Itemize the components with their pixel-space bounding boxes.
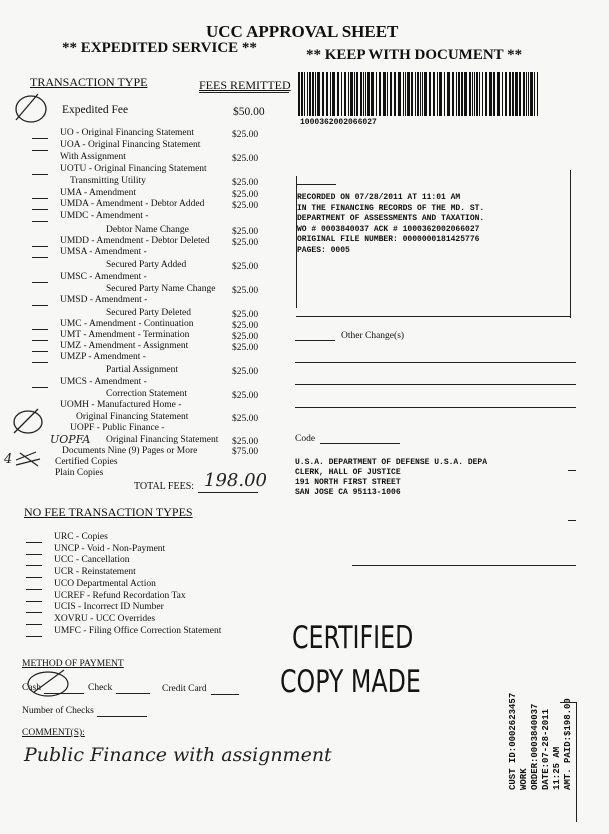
number-of-checks-line <box>97 716 147 717</box>
barcode-bar <box>341 72 342 116</box>
code-line <box>320 443 400 444</box>
barcode-bar <box>348 72 349 116</box>
barcode-bar <box>365 72 366 116</box>
barcode-bar <box>360 72 362 116</box>
no-fee-item: UCO Departmental Action <box>54 578 156 589</box>
cash-label: Cash <box>22 683 41 693</box>
barcode-bar <box>489 72 492 116</box>
barcode-bar <box>304 72 305 116</box>
barcode-bar <box>452 72 454 116</box>
barcode-bar <box>424 72 427 116</box>
transaction-checkbox-line[interactable] <box>32 198 48 199</box>
transaction-type-sublabel: Secured Party Deleted <box>106 308 191 318</box>
transaction-type-sublabel: Correction Statement <box>106 389 187 399</box>
transaction-checkbox-line[interactable] <box>32 387 48 388</box>
check-line <box>116 693 150 694</box>
address-edge-mark <box>568 470 576 471</box>
barcode-bar <box>485 72 487 116</box>
number-of-checks-label: Number of Checks <box>22 706 94 716</box>
barcode-bar <box>363 72 364 116</box>
receipt-stamp <box>508 689 574 790</box>
transaction-fee: $25.00 <box>232 238 259 248</box>
barcode-bar <box>379 72 381 116</box>
barcode-bar <box>309 72 311 116</box>
barcode-bar <box>502 72 503 116</box>
transaction-fee: $25.00 <box>232 262 259 272</box>
transaction-checkbox-line[interactable] <box>32 257 48 258</box>
transaction-type-label: Certified Copies <box>55 457 118 467</box>
barcode-bar <box>433 72 435 116</box>
barcode-bar <box>444 72 445 116</box>
barcode-bar <box>469 72 471 116</box>
barcode-bar <box>337 72 339 116</box>
transaction-fee: $25.00 <box>232 321 259 331</box>
certified-stamp-line1: CERTIFIED <box>292 620 414 656</box>
no-fee-item: UCIS - Incorrect ID Number <box>54 602 164 613</box>
barcode-bar <box>322 72 324 116</box>
barcode-bar <box>526 72 527 116</box>
transaction-type-label: UMDA - Amendment - Debtor Added <box>60 199 205 209</box>
barcode-bar <box>298 72 300 116</box>
total-fees-label: TOTAL FEES: <box>134 481 195 492</box>
barcode-bar <box>332 72 335 116</box>
barcode-bar <box>407 72 410 116</box>
barcode-bar <box>307 72 308 116</box>
recording-box-bottom <box>296 316 571 317</box>
barcode-bar <box>493 72 495 116</box>
transaction-type-label: Plain Copies <box>55 468 104 478</box>
receipt-line: AMT. PAID:$198.00 <box>563 698 573 790</box>
transaction-fee: $25.00 <box>232 367 259 377</box>
barcode-bar <box>301 72 303 116</box>
credit-card-label: Credit Card <box>162 684 207 694</box>
barcode-bar <box>476 72 478 116</box>
fees-remitted-heading: FEES REMITTED <box>199 78 291 92</box>
barcode-number: 1000362002066027 <box>300 118 377 127</box>
transaction-type-sublabel: Original Financing Statement <box>76 412 189 422</box>
no-fee-heading: NO FEE TRANSACTION TYPES <box>24 505 193 519</box>
no-fee-item: UCR - Reinstatement <box>54 567 136 578</box>
recording-line: DEPARTMENT OF ASSESSMENTS AND TAXATION. <box>297 214 485 223</box>
barcode-bar <box>515 72 518 116</box>
no-fee-checkbox-line[interactable] <box>26 589 42 590</box>
check-mark-circle <box>10 90 52 126</box>
transaction-fee: $25.00 <box>232 154 259 164</box>
other-changes-line <box>295 340 335 341</box>
barcode-bar <box>519 72 521 116</box>
other-changes-label: Other Change(s) <box>341 331 405 341</box>
transaction-type-label: UMZP - Amendment - <box>60 352 146 362</box>
receipt-line: CUST ID:0002623457 <box>508 692 518 790</box>
certified-stamp-line2: COPY MADE <box>280 664 421 700</box>
barcode-bar <box>505 72 507 116</box>
credit-card-line <box>211 694 239 695</box>
barcode-bar <box>482 72 483 116</box>
barcode-bar <box>417 72 419 116</box>
barcode-bar <box>464 72 467 116</box>
barcode-bar <box>461 72 463 116</box>
address-edge-mark <box>568 520 576 521</box>
transaction-type-label: UMSA - Amendment - <box>60 247 147 257</box>
transaction-fee: $25.00 <box>232 332 259 342</box>
no-fee-item: URC - Copies <box>54 532 108 542</box>
barcode-bar <box>354 72 355 116</box>
no-fee-checkbox-line[interactable] <box>26 601 42 602</box>
transaction-type-heading: TRANSACTION TYPE <box>30 75 148 89</box>
recording-line: WO # 0003840037 ACK # 1000362002066027 <box>297 224 480 234</box>
page-title: UCC APPROVAL SHEET <box>206 22 399 41</box>
expedited-fee-label: Expedited Fee <box>62 104 129 116</box>
check-mark-circle <box>24 666 74 700</box>
cash-line <box>44 693 84 694</box>
transaction-fee: $25.00 <box>232 227 259 237</box>
transaction-checkbox-line[interactable] <box>32 174 48 175</box>
barcode-bar <box>317 72 320 116</box>
no-fee-item: UMFC - Filing Office Correction Statement <box>54 625 222 636</box>
recording-info <box>297 193 484 256</box>
recording-line: IN THE FINANCING RECORDS OF THE MD. ST. <box>297 203 485 213</box>
transaction-type-label: UMSD - Amendment - <box>60 295 148 305</box>
barcode-bar <box>326 72 328 116</box>
address-edge-mark <box>352 565 576 566</box>
no-fee-item: XOVRU - UCC Overrides <box>54 613 156 624</box>
barcode-bar <box>411 72 413 116</box>
transaction-checkbox-line[interactable] <box>32 221 48 222</box>
handwritten-note: UOPFA <box>50 433 91 446</box>
receipt-line: DATE:07-28-2011 11:25 AM <box>541 708 562 790</box>
transaction-type-label: UOPF - Public Finance - <box>70 423 165 433</box>
no-fee-checkbox-line[interactable] <box>26 554 42 555</box>
barcode-bar <box>390 72 392 116</box>
transaction-type-sublabel: Original Financing Statement <box>106 435 219 445</box>
barcode-bar <box>523 72 525 116</box>
transaction-type-label: UMSC - Amendment - <box>60 272 147 282</box>
barcode-bar <box>472 72 473 116</box>
comments-label: COMMENT(S): <box>22 728 85 738</box>
transaction-type-label: UOTU - Original Financing Statement <box>60 164 207 174</box>
barcode-bar <box>437 72 438 116</box>
fees-heading-rule <box>199 92 289 93</box>
handwritten-note: 4 <box>4 452 13 467</box>
transaction-type-label: UO - Original Financing Statement <box>60 128 195 138</box>
barcode-bar <box>439 72 442 116</box>
barcode-bar <box>420 72 421 116</box>
barcode-bar <box>403 72 404 116</box>
barcode-bar <box>458 72 460 116</box>
transaction-fee: $25.00 <box>232 190 259 200</box>
code-label: Code <box>295 434 316 444</box>
transaction-checkbox-line[interactable] <box>32 351 48 352</box>
barcode-bar <box>356 72 358 116</box>
barcode-bar <box>528 72 529 116</box>
address-line: CLERK, HALL OF JUSTICE <box>295 468 401 477</box>
barcode-bar <box>387 72 388 116</box>
barcode-bar <box>415 72 416 116</box>
address-line: 191 NORTH FIRST STREET <box>295 478 401 487</box>
transaction-type-label: UOA - Original Financing Statement <box>60 140 201 150</box>
barcode-bar <box>383 72 386 116</box>
transaction-fee: $25.00 <box>232 130 259 140</box>
no-fee-checkbox-line[interactable] <box>26 577 42 578</box>
payment-method-heading: METHOD OF PAYMENT <box>22 659 124 669</box>
transaction-type-label: UMA - Amendment <box>60 188 136 198</box>
transaction-checkbox-line[interactable] <box>32 246 48 247</box>
no-fee-item: UCREF - Refund Recordation Tax <box>54 590 186 601</box>
expedited-fee-amount: $50.00 <box>233 106 265 118</box>
transaction-checkbox-line[interactable] <box>32 282 48 283</box>
barcode-bar <box>312 72 314 116</box>
transaction-fee: $25.00 <box>232 437 259 447</box>
receipt-line: WORK ORDER:0003840037 <box>519 703 540 790</box>
barcode-bar <box>456 72 457 116</box>
transaction-type-label: UMCS - Amendment - <box>60 377 147 387</box>
transaction-fee: $25.00 <box>232 343 259 353</box>
receipt-box-edge <box>560 702 576 703</box>
barcode-bar <box>534 72 535 116</box>
no-fee-item: UNCP - Void - Non-Payment <box>54 543 166 554</box>
other-changes-line <box>295 362 576 363</box>
address-line: U.S.A. DEPARTMENT OF DEFENSE U.S.A. DEPA <box>295 458 488 467</box>
barcode-bar <box>530 72 533 116</box>
barcode-bar <box>479 72 480 116</box>
transaction-type-label: UMC - Amendment - Continuation <box>60 319 194 329</box>
transaction-type-label: UMDC - Amendment - <box>60 211 149 221</box>
barcode-bar <box>422 72 423 116</box>
transaction-fee: $25.00 <box>232 414 259 424</box>
expedited-service-heading: ** EXPEDITED SERVICE ** <box>62 40 257 56</box>
transaction-fee: $25.00 <box>232 310 259 320</box>
receipt-box-edge <box>576 702 577 822</box>
mailing-address <box>295 458 487 498</box>
no-fee-checkbox-line[interactable] <box>26 636 42 637</box>
other-changes-line <box>295 407 576 408</box>
recording-line: PAGES: 0005 <box>297 245 350 255</box>
transaction-checkbox-line[interactable] <box>32 362 48 363</box>
barcode-bar <box>537 72 538 116</box>
check-mark-circle <box>14 449 54 471</box>
barcode-bar <box>344 72 346 116</box>
transaction-type-label: UOMH - Manufactured Home - <box>60 400 182 410</box>
total-fees-value: 198.00 <box>204 470 267 491</box>
barcode-bar <box>371 72 374 116</box>
transaction-fee: $25.00 <box>232 201 259 211</box>
no-fee-checkbox-line[interactable] <box>26 624 42 625</box>
transaction-checkbox-line[interactable] <box>32 329 48 330</box>
transaction-type-sublabel: With Assignment <box>60 152 126 162</box>
transaction-type-sublabel: Transmitting Utility <box>70 176 146 186</box>
no-fee-item: UCC - Cancellation <box>54 555 130 566</box>
barcode-bar <box>429 72 431 116</box>
transaction-type-sublabel: Secured Party Name Change <box>106 284 216 294</box>
recording-line: RECORDED ON 07/28/2011 AT 11:01 AM <box>297 193 461 202</box>
transaction-fee: $25.00 <box>232 391 259 401</box>
keep-with-document-heading: ** KEEP WITH DOCUMENT ** <box>306 47 523 63</box>
barcode-bar <box>405 72 406 116</box>
barcode-bar <box>474 72 475 116</box>
transaction-checkbox-line[interactable] <box>32 305 48 306</box>
barcode-bar <box>394 72 396 116</box>
transaction-type-label: Documents Nine (9) Pages or More <box>62 446 198 456</box>
barcode-bar <box>447 72 450 116</box>
barcode-bar <box>350 72 353 116</box>
transaction-fee: $25.00 <box>232 178 259 188</box>
transaction-type-sublabel: Debtor Name Change <box>106 225 189 235</box>
barcode-bar <box>509 72 511 116</box>
other-changes-line <box>295 384 576 385</box>
transaction-type-sublabel: Partial Assignment <box>106 365 179 375</box>
transaction-type-label: UMZ - Amendment - Assignment <box>60 341 189 351</box>
transaction-type-label: UMT - Amendment - Termination <box>60 330 190 340</box>
barcode-bar <box>315 72 316 116</box>
address-line: SAN JOSE CA 95113-1006 <box>295 488 401 497</box>
transaction-checkbox-line[interactable] <box>32 340 48 341</box>
barcode <box>298 72 540 118</box>
comments-text: Public Finance with assignment <box>24 744 332 766</box>
barcode-bar <box>367 72 370 116</box>
no-fee-checkbox-line[interactable] <box>26 565 42 566</box>
check-label: Check <box>88 683 113 693</box>
transaction-checkbox-line[interactable] <box>32 150 48 151</box>
transaction-checkbox-line[interactable] <box>32 138 48 139</box>
barcode-bar <box>398 72 401 116</box>
transaction-fee: $75.00 <box>232 447 259 457</box>
check-mark-circle <box>6 405 50 437</box>
transaction-fee: $25.00 <box>232 286 259 296</box>
barcode-bar <box>330 72 331 116</box>
recording-box-top <box>296 184 336 185</box>
no-fee-checkbox-line[interactable] <box>26 542 42 543</box>
transaction-type-sublabel: Secured Party Added <box>106 260 187 270</box>
total-fees-line <box>198 492 258 493</box>
recording-box-right <box>570 170 571 318</box>
barcode-bar <box>497 72 500 116</box>
no-fee-checkbox-line[interactable] <box>26 612 42 613</box>
barcode-bar <box>512 72 514 116</box>
barcode-bar <box>376 72 377 116</box>
transaction-checkbox-line[interactable] <box>32 209 48 210</box>
recording-line: ORIGINAL FILE NUMBER: 0000000181425776 <box>297 235 480 244</box>
transaction-type-label: UMDD - Amendment - Debtor Deleted <box>60 236 210 246</box>
